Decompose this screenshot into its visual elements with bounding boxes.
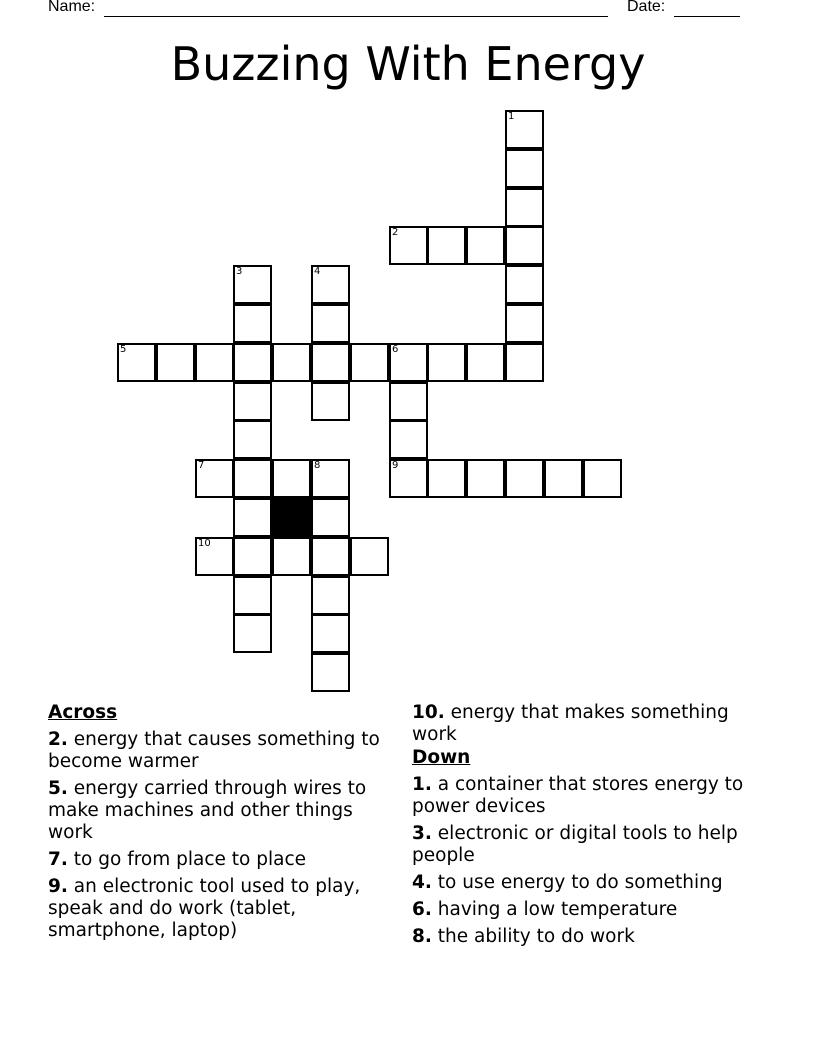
crossword-cell[interactable] (427, 226, 466, 265)
clue-number-label: 3 (236, 266, 243, 277)
name-label: Name: (48, 0, 96, 15)
crossword-cell[interactable] (389, 382, 428, 421)
crossword-cell[interactable] (233, 498, 272, 537)
crossword-cell[interactable] (389, 343, 428, 382)
clues-column-right (412, 702, 767, 953)
crossword-cell[interactable] (583, 459, 622, 498)
crossword-cell[interactable] (505, 265, 544, 304)
crossword-cell[interactable] (389, 226, 428, 265)
crossword-cell[interactable] (272, 343, 311, 382)
crossword-cell[interactable] (505, 188, 544, 227)
clue-number-label: 7 (198, 460, 205, 471)
clue-text: a container that stores energy to power devices (412, 774, 744, 817)
crossword-cell[interactable] (350, 537, 389, 576)
crossword-cell[interactable] (233, 576, 272, 615)
crossword-cell[interactable] (505, 226, 544, 265)
across-clue-5 (48, 778, 403, 844)
clue-number: 6. (412, 899, 432, 920)
clue-text: energy carried through wires to make machines and other things work (48, 778, 367, 843)
down-clue-6 (412, 899, 767, 921)
crossword-cell[interactable] (311, 614, 350, 653)
crossword-block-cell (272, 498, 311, 537)
crossword-cell[interactable] (311, 304, 350, 343)
crossword-cell[interactable] (195, 459, 234, 498)
crossword-cell[interactable] (272, 459, 311, 498)
clue-number: 9. (48, 876, 68, 897)
crossword-cell[interactable] (311, 576, 350, 615)
clue-number-label: 1 (508, 111, 515, 122)
clue-text: to use energy to do something (437, 872, 723, 893)
crossword-cell[interactable] (233, 265, 272, 304)
crossword-cell[interactable] (389, 420, 428, 459)
crossword-cell[interactable] (466, 226, 505, 265)
across-clue-9 (48, 876, 403, 942)
across-clue-7 (48, 849, 403, 871)
crossword-cell[interactable] (117, 343, 156, 382)
crossword-cell[interactable] (505, 149, 544, 188)
clue-number: 10. (412, 702, 445, 723)
clues-column-left (48, 702, 403, 947)
crossword-cell[interactable] (466, 459, 505, 498)
clue-number: 7. (48, 849, 68, 870)
down-clue-1 (412, 774, 767, 818)
crossword-cell[interactable] (505, 304, 544, 343)
crossword-cell[interactable] (195, 343, 234, 382)
crossword-cell[interactable] (311, 382, 350, 421)
down-heading: Down (412, 747, 471, 768)
crossword-cell[interactable] (466, 343, 505, 382)
crossword-cell[interactable] (544, 459, 583, 498)
crossword-cell[interactable] (311, 498, 350, 537)
crossword-cell[interactable] (311, 459, 350, 498)
clue-number-label: 4 (314, 266, 321, 277)
clue-number-label: 8 (314, 460, 321, 471)
down-clue-4 (412, 872, 767, 894)
crossword-cell[interactable] (233, 382, 272, 421)
clue-number: 1. (412, 774, 432, 795)
crossword-cell[interactable] (505, 459, 544, 498)
page-title: Buzzing With Energy (170, 37, 646, 91)
clue-text: energy that makes something work (412, 702, 729, 745)
clue-number-label: 5 (120, 344, 127, 355)
crossword-cell[interactable] (311, 265, 350, 304)
crossword-cell[interactable] (233, 537, 272, 576)
crossword-cell[interactable] (427, 459, 466, 498)
clue-number: 3. (412, 823, 432, 844)
crossword-cell[interactable] (427, 343, 466, 382)
crossword-cell[interactable] (350, 343, 389, 382)
clue-text: having a low temperature (437, 899, 678, 920)
clue-number-label: 6 (392, 344, 399, 355)
clue-number: 2. (48, 729, 68, 750)
crossword-cell[interactable] (156, 343, 195, 382)
crossword-cell[interactable] (311, 653, 350, 692)
down-clue-8 (412, 926, 767, 948)
clue-text: electronic or digital tools to help people (412, 823, 738, 866)
crossword-cell[interactable] (505, 343, 544, 382)
clue-number-label: 10 (198, 538, 211, 549)
crossword-cell[interactable] (233, 420, 272, 459)
crossword-cell[interactable] (311, 537, 350, 576)
clue-number: 5. (48, 778, 68, 799)
clue-text: to go from place to place (73, 849, 307, 870)
crossword-cell[interactable] (233, 614, 272, 653)
crossword-cell[interactable] (389, 459, 428, 498)
across-heading: Across (48, 702, 118, 723)
date-label: Date: (627, 0, 666, 15)
crossword-cell[interactable] (505, 110, 544, 149)
clue-number-label: 9 (392, 460, 399, 471)
crossword-cell[interactable] (272, 537, 311, 576)
clue-number: 8. (412, 926, 432, 947)
clue-number-label: 2 (392, 227, 399, 238)
across-clue-10 (412, 702, 767, 746)
clue-text: energy that causes something to become warmer (48, 729, 380, 772)
down-clue-3 (412, 823, 767, 867)
clue-text: the ability to do work (437, 926, 635, 947)
crossword-cell[interactable] (311, 343, 350, 382)
across-clue-2 (48, 729, 403, 773)
crossword-cell[interactable] (195, 537, 234, 576)
clue-number: 4. (412, 872, 432, 893)
crossword-cell[interactable] (233, 343, 272, 382)
crossword-cell[interactable] (233, 459, 272, 498)
clue-text: an electronic tool used to play, speak and do work (tablet, smartphone, laptop) (48, 876, 361, 941)
crossword-cell[interactable] (233, 304, 272, 343)
